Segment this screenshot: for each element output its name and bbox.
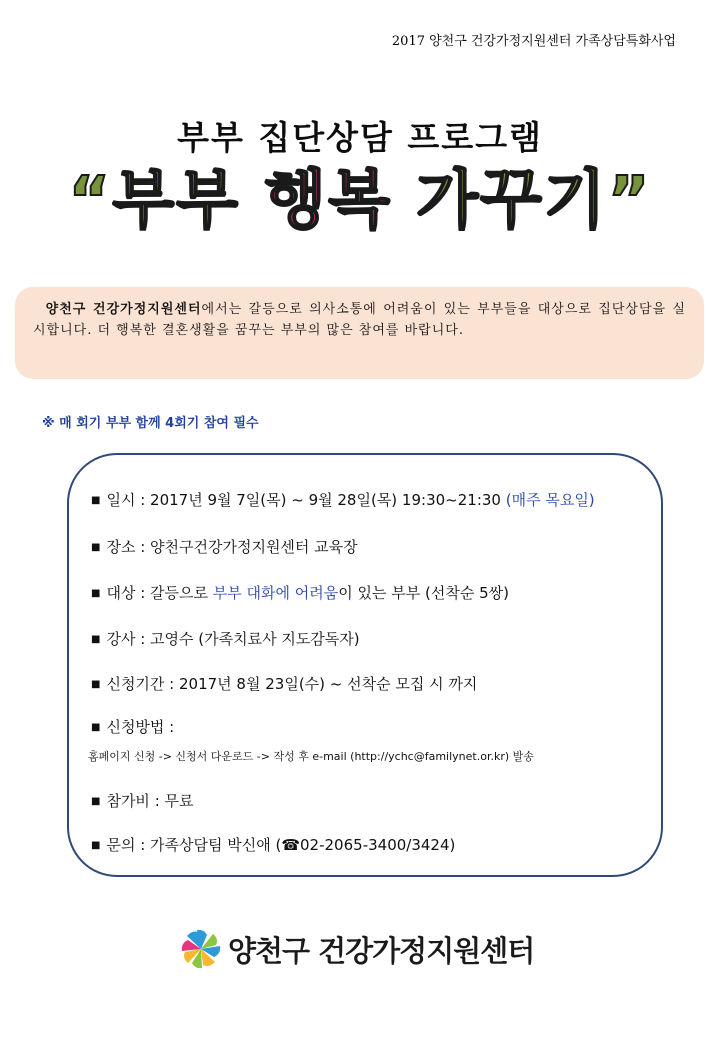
bullet-icon: ■ bbox=[91, 588, 101, 599]
pinwheel-logo-icon bbox=[178, 926, 224, 972]
attendance-notice: ※ 매 회기 부부 함께 4회기 참여 필수 bbox=[42, 416, 259, 431]
title-quote-open: “ bbox=[68, 164, 113, 238]
info-lecturer bbox=[91, 628, 360, 649]
info-box bbox=[67, 453, 663, 877]
schedule-text: 일시 : 2017년 9월 7일(목) ~ 9월 28일(목) 19:30~21:30 bbox=[106, 491, 506, 509]
target-prefix: 대상 : 갈등으로 bbox=[106, 584, 213, 602]
lecturer-text: 강사 : 고영수 (가족치료사 지도감독자) bbox=[106, 630, 360, 648]
info-apply-method bbox=[91, 716, 174, 737]
program-subtitle: 부부 집단상담 프로그램 bbox=[177, 118, 543, 157]
info-contact bbox=[91, 834, 455, 855]
title-quote-close: ” bbox=[607, 164, 652, 238]
footer bbox=[178, 924, 534, 974]
place-text: 장소 : 양천구건강가정지원센터 교육장 bbox=[106, 538, 358, 556]
bullet-icon: ■ bbox=[91, 542, 101, 553]
info-schedule bbox=[91, 489, 595, 510]
bullet-icon: ■ bbox=[91, 495, 101, 506]
apply-method-text: 신청방법 : bbox=[106, 718, 175, 736]
bullet-icon: ■ bbox=[91, 634, 101, 645]
target-highlight: 부부 대화에 어려움 bbox=[212, 584, 339, 602]
fee-text: 참가비 : 무료 bbox=[106, 792, 194, 810]
bullet-icon: ■ bbox=[91, 796, 101, 807]
title-word-couple: 부부 bbox=[112, 164, 240, 238]
intro-box bbox=[15, 287, 704, 379]
intro-text: 에서는 갈등으로 의사소통에 어려움이 있는 부부들을 대상으로 집단상담을 실시합니다. 더 행복한 결혼생활을 꿈꾸는 부부의 많은 참여를 바랍니다. bbox=[33, 302, 686, 338]
title-word-happiness: 행복 bbox=[264, 164, 392, 238]
intro-org-name: 양천구 건강가정지원센터 bbox=[45, 302, 202, 317]
schedule-highlight: (매주 목요일) bbox=[505, 491, 595, 509]
title-word-cultivate: 가꾸기 bbox=[416, 164, 608, 238]
apply-period-text: 신청기간 : 2017년 8월 23일(수) ~ 선착순 모집 시 까지 bbox=[106, 675, 478, 693]
target-suffix: 이 있는 부부 (선착순 5쌍) bbox=[338, 584, 509, 602]
info-place bbox=[91, 536, 358, 557]
info-fee bbox=[91, 790, 194, 811]
bullet-icon: ■ bbox=[91, 840, 101, 851]
apply-method-detail: 홈페이지 신청 -> 신청서 다운로드 -> 작성 후 e-mail (http://ychc@familynet.or.kr) 발송 bbox=[88, 750, 534, 763]
info-apply-period bbox=[91, 673, 477, 694]
contact-text: 문의 : 가족상담팀 박신애 (☎02-2065-3400/3424) bbox=[106, 836, 456, 854]
bullet-icon: ■ bbox=[91, 722, 101, 733]
footer-org-name: 양천구 건강가정지원센터 bbox=[228, 933, 535, 968]
bullet-icon: ■ bbox=[91, 679, 101, 690]
info-target bbox=[91, 582, 509, 603]
program-title bbox=[0, 158, 720, 244]
top-note: 2017 양천구 건강가정지원센터 가족상담특화사업 bbox=[391, 34, 676, 49]
